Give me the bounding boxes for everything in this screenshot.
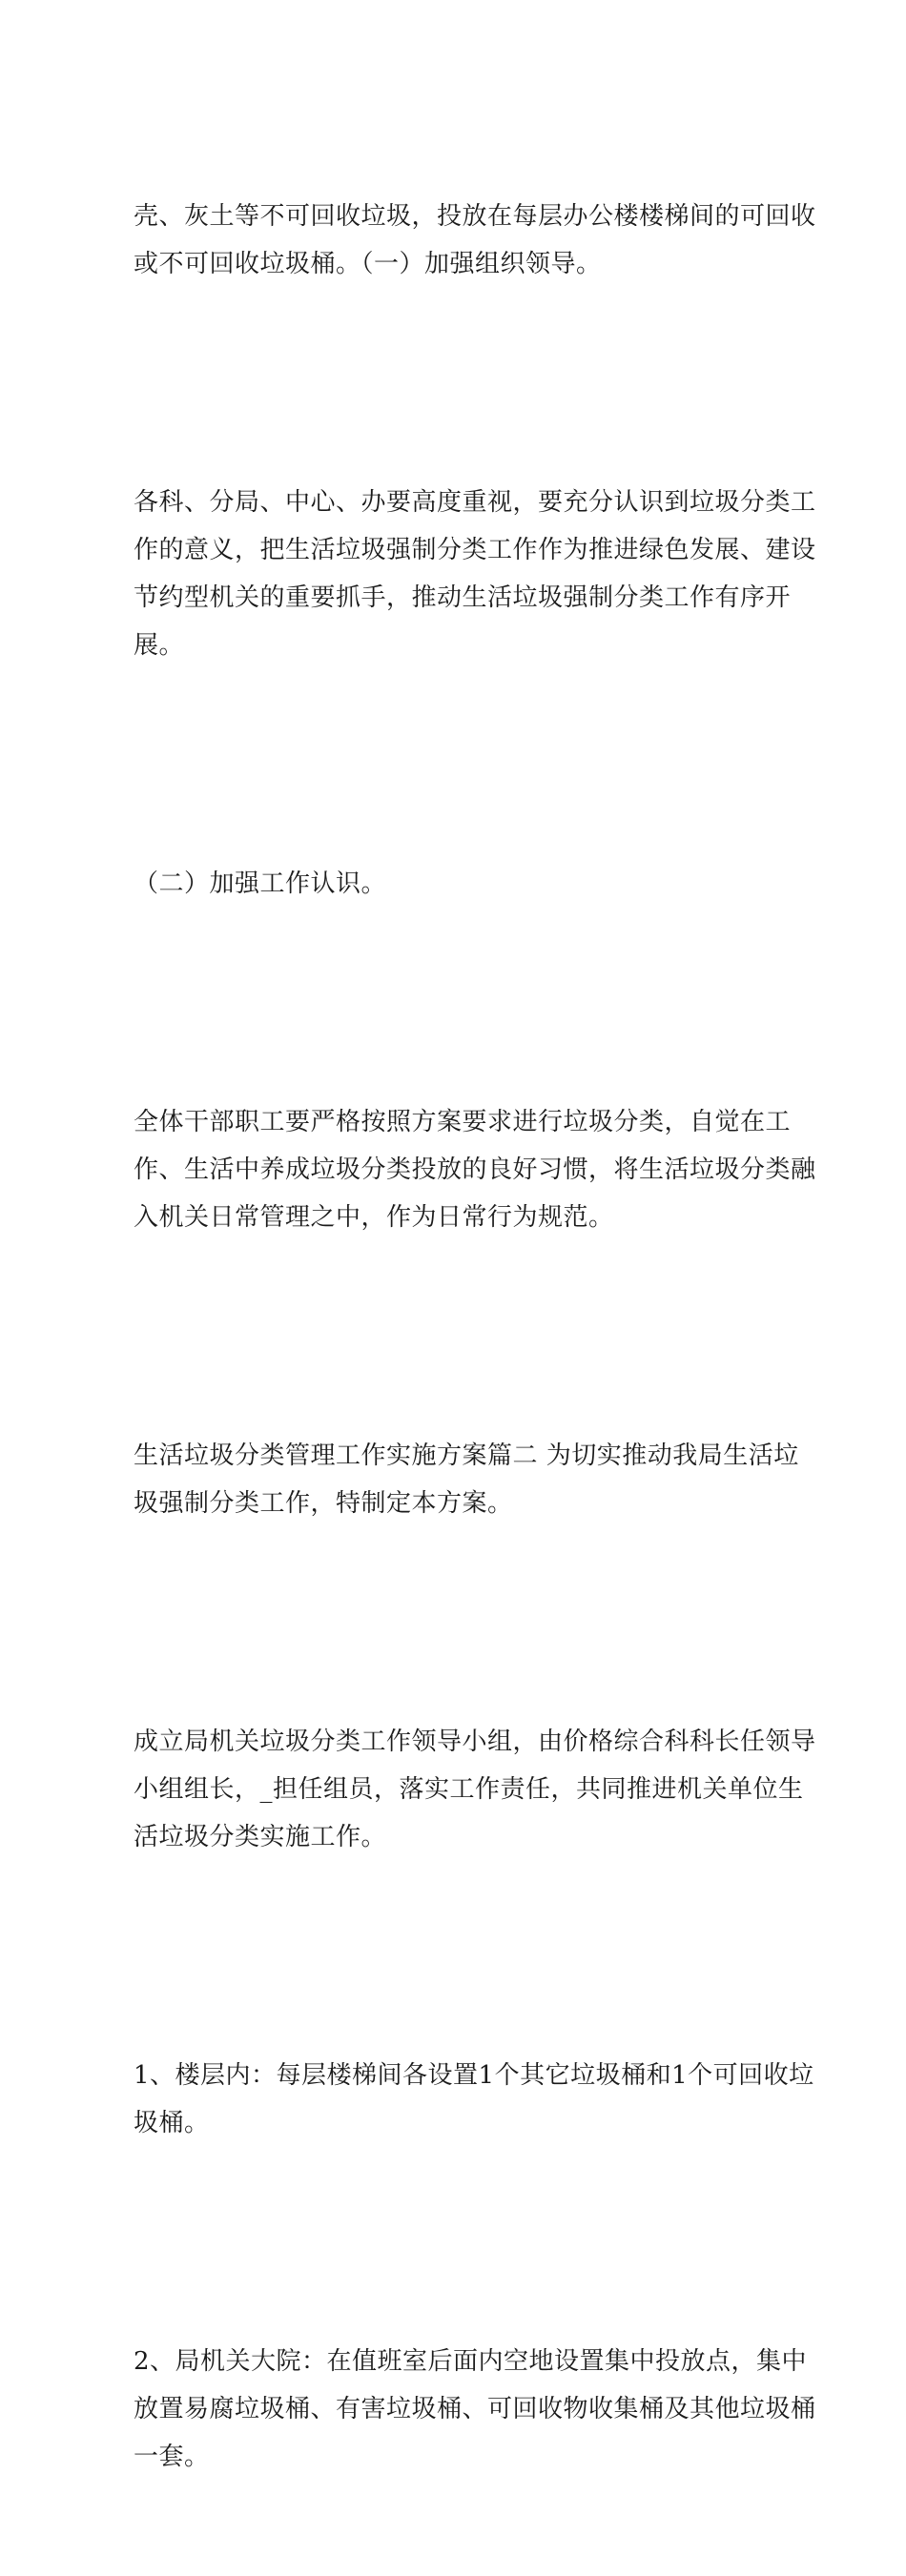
text-line: 节约型机关的重要抓手，推动生活垃圾强制分类工作有序开	[134, 583, 792, 612]
text-line: 全体干部职工要严格按照方案要求进行垃圾分类，自觉在工	[134, 1108, 792, 1136]
text-line: 放置易腐垃圾桶、有害垃圾桶、可回收物收集桶及其他垃圾桶	[134, 2395, 816, 2423]
document-body	[134, 97, 816, 2576]
text-line: 小组组长，_担任组员，落实工作责任，共同推进机关单位生	[134, 1775, 804, 1804]
text-line: 壳、灰土等不可回收垃圾，投放在每层办公楼楼梯间的可回收	[134, 202, 816, 231]
text-line: 入机关日常管理之中，作为日常行为规范。	[134, 1203, 614, 1232]
text-line: 展。	[134, 631, 185, 660]
text-line: 活垃圾分类实施工作。	[134, 1823, 387, 1851]
text-line: 一套。	[134, 2443, 210, 2471]
paragraph	[134, 1623, 816, 1956]
paragraph	[134, 1003, 816, 1337]
text-line: 作、生活中养成垃圾分类投放的良好习惯，将生活垃圾分类融	[134, 1155, 816, 1184]
text-line: 生活垃圾分类管理工作实施方案篇二 为切实推动我局生活垃	[134, 1441, 799, 1470]
paragraph	[134, 383, 816, 765]
text-line: 1、楼层内：每层楼梯间各设置1个其它垃圾桶和1个可回收垃	[134, 2061, 814, 2090]
text-line: （二）加强工作认识。	[134, 869, 387, 898]
text-line: 2、局机关大院：在值班室后面内空地设置集中投放点，集中	[134, 2347, 808, 2376]
text-line: 圾强制分类工作，特制定本方案。	[134, 1489, 513, 1518]
text-line: 各科、分局、中心、办要高度重视，要充分认识到垃圾分类工	[134, 488, 816, 517]
text-line: 圾桶。	[134, 2109, 210, 2137]
paragraph	[134, 765, 782, 1003]
text-line: 成立局机关垃圾分类工作领导小组，由价格综合科科长任领导	[134, 1728, 816, 1756]
paragraph	[134, 2242, 816, 2576]
paragraph	[134, 97, 816, 383]
paragraph	[134, 1337, 799, 1623]
text-line: 或不可回收垃圾桶。（一）加强组织领导。	[134, 250, 602, 278]
paragraph	[134, 1956, 814, 2242]
text-line: 作的意义，把生活垃圾强制分类工作作为推进绿色发展、建设	[134, 536, 816, 564]
